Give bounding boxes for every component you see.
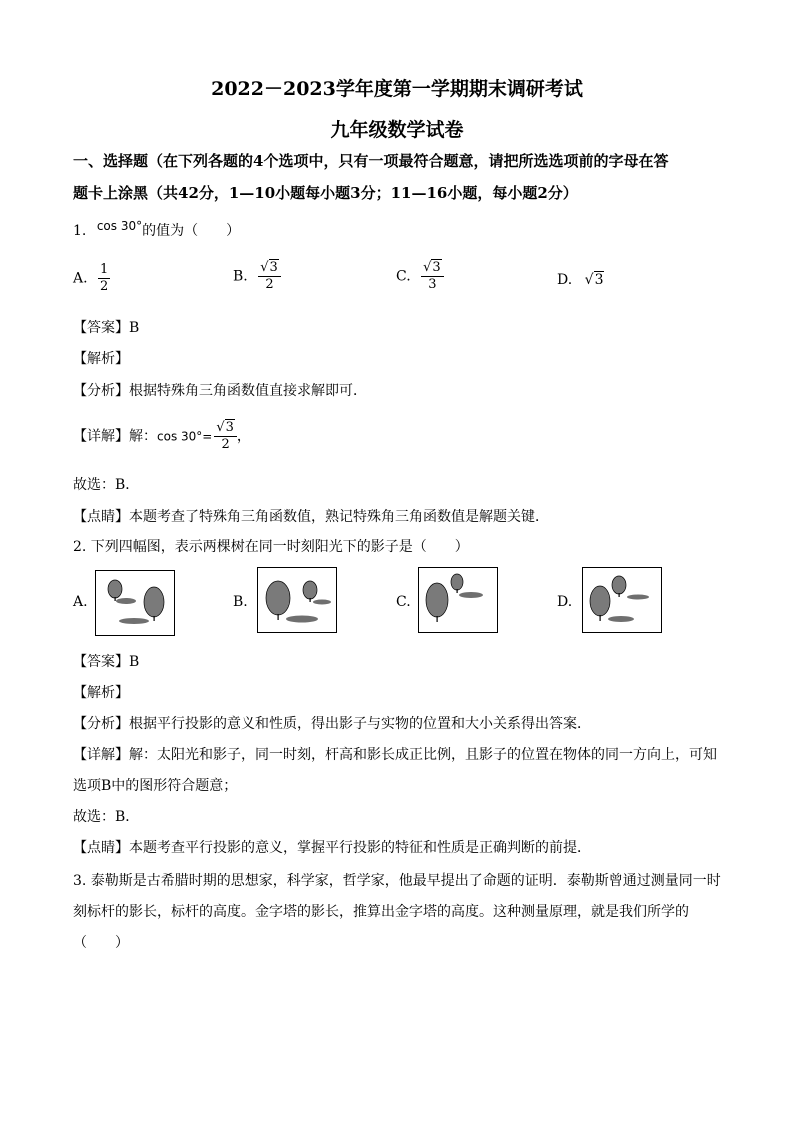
option-letter: C. <box>396 268 411 285</box>
q2-figure-c <box>418 567 498 633</box>
fraction <box>214 420 237 453</box>
q1-option-c <box>396 260 444 293</box>
q2-figure-a <box>95 570 175 636</box>
numerator: √3 <box>214 420 237 437</box>
option-letter: D. <box>557 272 573 288</box>
q2-option-c-label: C. <box>396 594 411 610</box>
q2-choose: 故选：B． <box>73 809 140 825</box>
q2-fenxi: 【分析】根据平行投影的意义和性质，得出影子与实物的位置和大小关系得出答案． <box>73 716 591 732</box>
q3-line2: 刻标杆的影长，标杆的高度。金字塔的影长，推算出金字塔的高度。这种测量原理，就是我们所学的 <box>73 904 689 920</box>
q1-option-b <box>233 260 281 293</box>
q1-stem <box>73 220 240 240</box>
option-letter: B. <box>233 268 248 285</box>
detail-suffix: ， <box>236 428 251 445</box>
q1-expression: cos 30° <box>96 219 143 233</box>
square-root: √3 <box>584 272 604 288</box>
q2-option-a-label: A. <box>73 594 88 610</box>
q1-stem-text: 的值为（ ） <box>142 223 241 239</box>
denominator: 2 <box>265 277 274 292</box>
q2-figure-b <box>257 567 337 633</box>
fraction <box>98 262 110 295</box>
q1-analysis-label: 【解析】 <box>73 351 129 367</box>
numerator: √3 <box>421 260 444 277</box>
q1-detail <box>73 420 251 453</box>
q1-answer: 【答案】B <box>73 320 140 336</box>
q2-detail-line2: 选项B中的图形符合题意； <box>73 778 238 794</box>
trees-figure-a <box>96 571 174 635</box>
denominator: 2 <box>100 279 109 294</box>
detail-expression: cos 30°= <box>157 429 213 444</box>
trees-figure-b <box>258 568 336 632</box>
numerator: √3 <box>258 260 281 277</box>
q3-line1: 3. 泰勒斯是古希腊时期的思想家，科学家，哲学家，他最早提出了命题的证明．泰勒斯曾通过测量同一时 <box>73 873 721 889</box>
q2-answer: 【答案】B <box>73 654 140 670</box>
option-letter: A. <box>73 270 88 287</box>
q2-option-b-label: B. <box>233 594 248 610</box>
fraction <box>421 260 444 293</box>
q1-option-d <box>557 272 604 288</box>
section-heading-line1: 一、选择题（在下列各题的4个选项中，只有一项最符合题意，请把所选选项前的字母在答 <box>73 152 669 170</box>
numerator: 1 <box>100 262 109 277</box>
exam-subtitle: 九年级数学试卷 <box>330 119 464 141</box>
section-heading-line2: 题卡上涂黑（共42分，1—10小题每小题3分；11—16小题，每小题2分） <box>73 184 578 202</box>
q3-line3: （ ） <box>73 935 129 951</box>
detail-prefix: 【详解】解： <box>73 428 157 445</box>
q2-figure-d <box>582 567 662 633</box>
q1-option-a <box>73 262 110 295</box>
q2-comment: 【点睛】本题考查平行投影的意义，掌握平行投影的特征和性质是正确判断的前提． <box>73 840 591 856</box>
exam-title: 2022－2023学年度第一学期期末调研考试 <box>211 78 583 100</box>
denominator: 2 <box>221 437 230 452</box>
trees-figure-d <box>583 568 661 632</box>
q1-number: 1. <box>73 223 87 239</box>
q1-choose: 故选：B． <box>73 477 140 493</box>
denominator: 3 <box>428 277 437 292</box>
q2-stem: 2. 下列四幅图，表示两棵树在同一时刻阳光下的影子是（ ） <box>73 539 469 555</box>
q2-analysis-label: 【解析】 <box>73 685 129 701</box>
trees-figure-c <box>419 568 497 632</box>
q1-comment: 【点睛】本题考查了特殊角三角函数值，熟记特殊角三角函数值是解题关键． <box>73 509 549 525</box>
fraction <box>258 260 281 293</box>
q2-detail-line1: 【详解】解：太阳光和影子，同一时刻，杆高和影长成正比例，且影子的位置在物体的同一方向上，可知 <box>73 747 717 763</box>
q1-fenxi: 【分析】根据特殊角三角函数值直接求解即可． <box>73 383 367 399</box>
q2-option-d-label: D. <box>557 594 573 610</box>
